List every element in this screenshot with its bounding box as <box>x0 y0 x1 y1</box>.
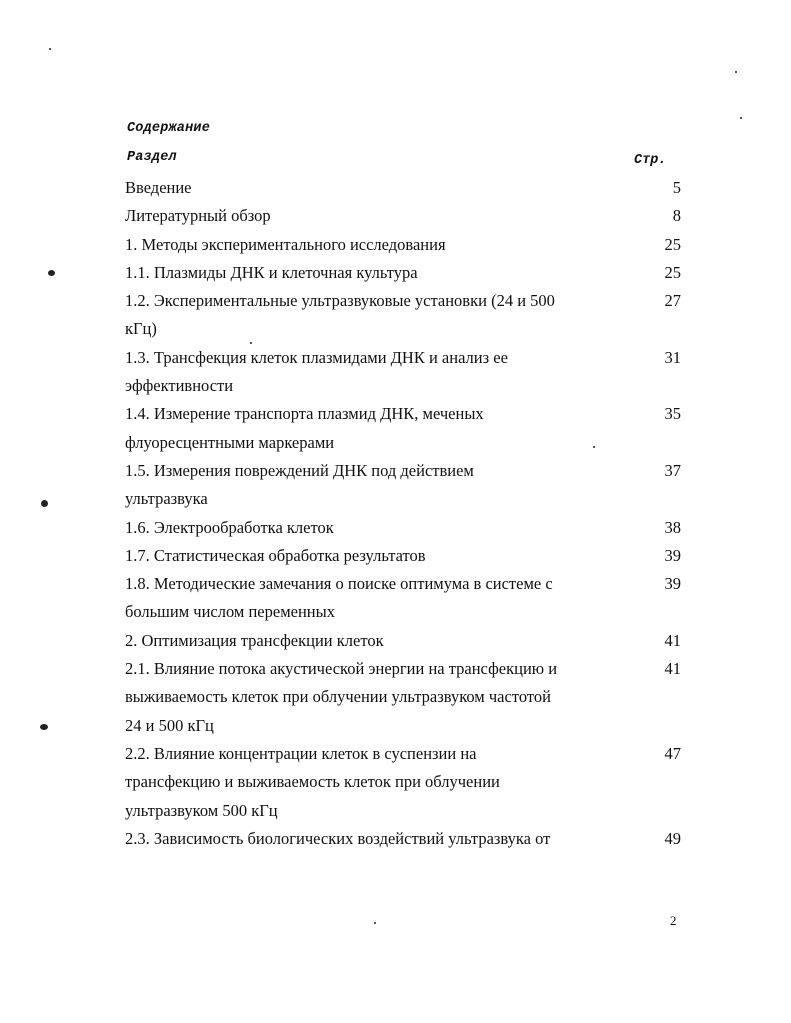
toc-entry-line: Литературный обзор <box>125 206 271 226</box>
toc-entry-page: 31 <box>664 347 681 367</box>
toc-entry-page: 49 <box>664 828 681 848</box>
scan-speck <box>41 500 48 507</box>
toc-entry-page: 41 <box>664 659 681 679</box>
toc-entry-title <box>125 514 600 542</box>
toc-entry-page: 37 <box>664 460 681 480</box>
toc-entry <box>0 514 791 542</box>
toc-entry <box>0 627 791 655</box>
toc-entry <box>0 344 791 401</box>
scan-speck <box>735 71 737 73</box>
toc-entry <box>0 570 791 627</box>
toc-entry-line: 1.3. Трансфекция клеток плазмидами ДНК и анализ ее <box>125 347 508 367</box>
toc-entry <box>0 457 791 514</box>
page-number: 2 <box>670 913 677 928</box>
toc-entry <box>0 655 791 740</box>
toc-entry-line: эффективности <box>125 376 234 396</box>
toc-entry-title <box>125 202 600 230</box>
toc-entry-page: 8 <box>672 206 681 226</box>
toc-entry-page: 39 <box>664 574 681 594</box>
toc-entry <box>0 400 791 457</box>
toc-entry-title <box>125 740 600 825</box>
toc-entry-page: 35 <box>664 404 681 424</box>
toc-entry <box>0 259 791 287</box>
toc-entry-title <box>125 570 600 627</box>
toc-entry-title <box>125 174 600 202</box>
toc-entry-page: 5 <box>672 178 681 197</box>
toc-entry-title <box>125 400 600 457</box>
toc-entry-title <box>125 627 600 655</box>
toc-entry-line: кГц) <box>125 319 157 339</box>
toc-entry-page: 25 <box>664 234 681 254</box>
toc-entry-line: флуоресцентными маркерами <box>125 432 335 452</box>
toc-entry-line: 1.6. Электрообработка клеток <box>125 517 334 537</box>
toc-entry-line: трансфекцию и выживаемость клеток при облучении <box>125 772 500 792</box>
toc-entry-page: 27 <box>664 291 681 311</box>
toc-entry <box>0 825 791 853</box>
toc-entry-line: 2.3. Зависимость биологических воздействий ультразвука от <box>125 828 551 848</box>
toc-entry <box>0 542 791 570</box>
toc-entry-line: 2. Оптимизация трансфекции клеток <box>125 630 384 650</box>
toc-entry-title <box>125 457 600 514</box>
toc-entry-page: 25 <box>664 262 681 282</box>
toc-entry-line: 1.1. Плазмиды ДНК и клеточная культура <box>125 262 418 282</box>
toc-entry-page: 47 <box>664 743 681 763</box>
scan-speck <box>49 48 51 50</box>
toc-entry-line: большим числом переменных <box>125 602 335 622</box>
scan-speck <box>48 270 55 276</box>
toc-entry-line: 1. Методы экспериментального исследования <box>125 234 446 254</box>
toc-entry-line: 1.7. Статистическая обработка результатов <box>125 545 426 565</box>
toc-entry-line: ультразвука <box>125 489 208 509</box>
toc-entry <box>0 174 791 202</box>
toc-entry-title <box>125 344 600 401</box>
toc-entry-title <box>125 655 600 740</box>
toc-entry-title <box>125 259 600 287</box>
toc-entry-line: 24 и 500 кГц <box>125 715 214 735</box>
toc-entry-line: 2.2. Влияние концентрации клеток в суспензии на <box>125 743 477 763</box>
toc-entry-line: ультразвуком 500 кГц <box>125 800 278 820</box>
toc-entry-line: Введение <box>125 178 192 197</box>
toc-entry-title <box>125 542 600 570</box>
toc-entry-page: 39 <box>664 545 681 565</box>
scan-speck <box>593 446 595 448</box>
scan-speck <box>250 342 252 344</box>
toc-entry-title <box>125 825 600 853</box>
toc-entry-line: 1.4. Измерение транспорта плазмид ДНК, меченых <box>125 404 484 424</box>
toc-entry-line: 1.2. Экспериментальные ультразвуковые установки (24 и 500 <box>125 291 555 311</box>
toc-entry-line: выживаемость клеток при облучении ультразвуком частотой <box>125 687 551 707</box>
toc-entry-line: 2.1. Влияние потока акустической энергии на трансфекцию и <box>125 659 558 679</box>
scan-speck <box>740 117 742 119</box>
page-column-header: Стр. <box>634 153 667 168</box>
toc-entry-title <box>125 287 600 344</box>
toc-entry-title <box>125 231 600 259</box>
toc-entry <box>0 202 791 230</box>
page-title: Содержание <box>127 121 211 136</box>
section-column-header: Раздел <box>127 150 177 165</box>
toc-entry-page: 38 <box>664 517 681 537</box>
toc-entry-line: 1.5. Измерения повреждений ДНК под действием <box>125 460 474 480</box>
table-of-contents <box>0 174 791 853</box>
toc-entry <box>0 287 791 344</box>
toc-entry <box>0 740 791 825</box>
scan-speck <box>40 724 48 730</box>
toc-entry-page: 41 <box>664 630 681 650</box>
scan-speck <box>374 922 376 924</box>
toc-entry-line: 1.8. Методические замечания о поиске оптимума в системе с <box>125 574 553 594</box>
toc-entry <box>0 231 791 259</box>
